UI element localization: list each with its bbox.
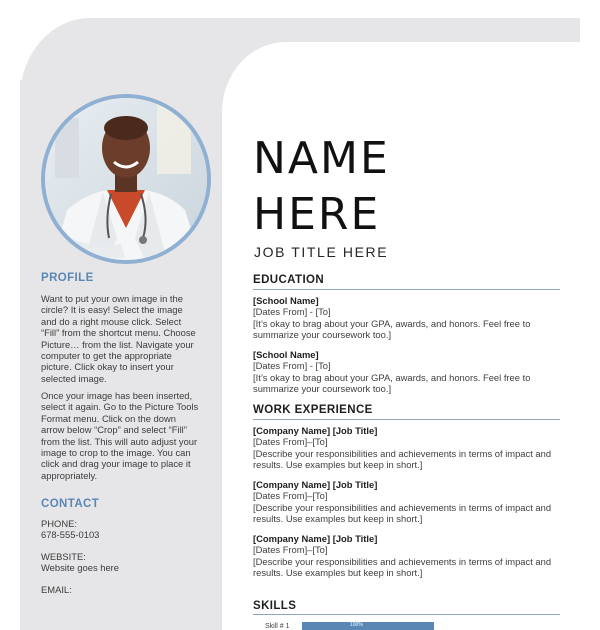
- contact-heading: CONTACT: [41, 498, 100, 510]
- work-experience-heading: WORK EXPERIENCE: [253, 404, 373, 416]
- education-divider: [253, 289, 560, 290]
- doctor-portrait-image: [45, 98, 207, 260]
- work-experience-divider: [253, 419, 560, 420]
- work-dates: [Dates From]–[To]: [253, 490, 328, 502]
- skill-bar-text: 100%: [350, 622, 363, 628]
- work-entry[interactable]: [253, 479, 563, 524]
- website-label: WEBSITE:: [41, 551, 86, 562]
- skill-label: Skill # 1: [265, 623, 290, 630]
- website-value[interactable]: Website goes here: [41, 562, 119, 574]
- work-dates: [Dates From]–[To]: [253, 544, 328, 556]
- contact-phone: [41, 518, 211, 541]
- profile-heading: PROFILE: [41, 272, 94, 284]
- profile-paragraph-2: Once your image has been inserted, select it again. Go to the Picture Tools Format menu. Click on the down arrow below “Crop” and select “Fill” from the list. This will auto adjust your image to crop to the image. You can click and drag your image to place it appropriately.: [41, 390, 199, 481]
- work-entry[interactable]: [253, 533, 563, 578]
- education-dates: [Dates From] - [To]: [253, 306, 331, 318]
- education-heading: EDUCATION: [253, 274, 325, 286]
- skills-heading: SKILLS: [253, 600, 297, 612]
- work-entry[interactable]: [253, 425, 563, 470]
- skill-row[interactable]: [253, 622, 563, 630]
- work-description: [Describe your responsibilities and achievements in terms of impact and results. Use examples but keep in short.]: [253, 447, 552, 470]
- work-description: [Describe your responsibilities and achievements in terms of impact and results. Use examples but keep in short.]: [253, 501, 552, 524]
- education-description: [It’s okay to brag about your GPA, awards, and honors. Feel free to summarize your coursework too.]: [253, 371, 531, 394]
- education-entry[interactable]: [253, 295, 563, 340]
- education-dates: [Dates From] - [To]: [253, 360, 331, 372]
- job-title[interactable]: JOB TITLE HERE: [254, 244, 389, 260]
- contact-section: [41, 499, 211, 510]
- contact-email: [41, 584, 211, 595]
- company-and-title: [Company Name] [Job Title]: [253, 533, 378, 544]
- profile-section: [41, 273, 211, 284]
- profile-text-2: [41, 390, 211, 481]
- name-line-2[interactable]: HERE: [253, 189, 381, 240]
- email-label: EMAIL:: [41, 584, 72, 595]
- company-and-title: [Company Name] [Job Title]: [253, 479, 378, 490]
- profile-text: [41, 293, 211, 384]
- skill-bar: [302, 622, 434, 630]
- work-description: [Describe your responsibilities and achievements in terms of impact and results. Use examples but keep in short.]: [253, 555, 552, 578]
- company-and-title: [Company Name] [Job Title]: [253, 425, 378, 436]
- phone-value[interactable]: 678-555-0103: [41, 529, 100, 541]
- work-dates: [Dates From]–[To]: [253, 436, 328, 448]
- profile-photo[interactable]: [41, 94, 211, 264]
- phone-label: PHONE:: [41, 518, 77, 529]
- name-line-1[interactable]: NAME: [253, 133, 390, 184]
- contact-website: [41, 551, 211, 574]
- school-name: [School Name]: [253, 349, 319, 360]
- education-description: [It’s okay to brag about your GPA, awards, and honors. Feel free to summarize your coursework too.]: [253, 317, 531, 340]
- school-name: [School Name]: [253, 295, 319, 306]
- education-entry[interactable]: [253, 349, 563, 394]
- skills-divider: [253, 614, 560, 615]
- profile-paragraph-1: Want to put your own image in the circle? It is easy! Select the image and do a right mouse click. Select “Fill” from the shortcut menu. Choose Picture… from the list. Navigate your computer to get the appropriate picture. Click okay to insert your selected image.: [41, 293, 196, 384]
